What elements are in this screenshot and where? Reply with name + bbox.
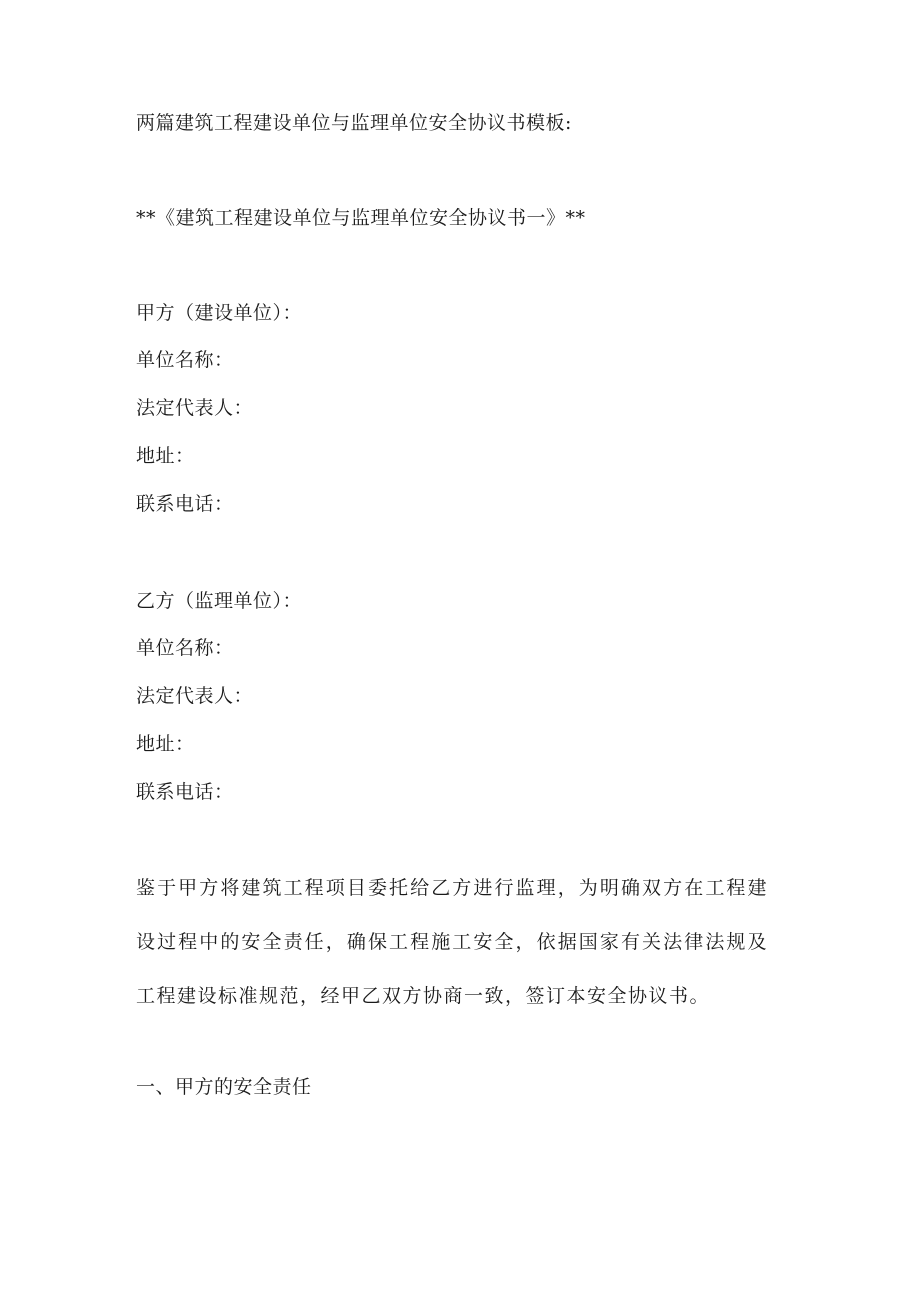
section-1-title: 一、甲方的安全责任 — [136, 1076, 312, 1098]
party-b-address-label: 地址： — [136, 733, 195, 755]
party-b-rep-label: 法定代表人： — [136, 685, 254, 707]
party-b-name-label: 单位名称： — [136, 637, 234, 659]
preamble-paragraph: 鉴于甲方将建筑工程项目委托给乙方进行监理，为明确双方在工程建设过程中的安全责任，确保工程施工安全，依据国家有关法律法规及工程建设标准规范，经甲乙双方协商一致，签订本安全协议书。 — [136, 877, 768, 1007]
agreement-subtitle: **《建筑工程建设单位与监理单位安全协议书一》** — [136, 207, 586, 229]
party-a-address-label: 地址： — [136, 445, 195, 467]
party-b-phone-label: 联系电话： — [136, 781, 234, 803]
party-a-name-label: 单位名称： — [136, 349, 234, 371]
party-b-title: 乙方（监理单位）： — [136, 590, 303, 612]
document-heading: 两篇建筑工程建设单位与监理单位安全协议书模板: — [136, 112, 572, 134]
party-a-rep-label: 法定代表人： — [136, 397, 254, 419]
party-a-title: 甲方（建设单位）： — [136, 302, 303, 324]
party-a-phone-label: 联系电话： — [136, 493, 234, 515]
